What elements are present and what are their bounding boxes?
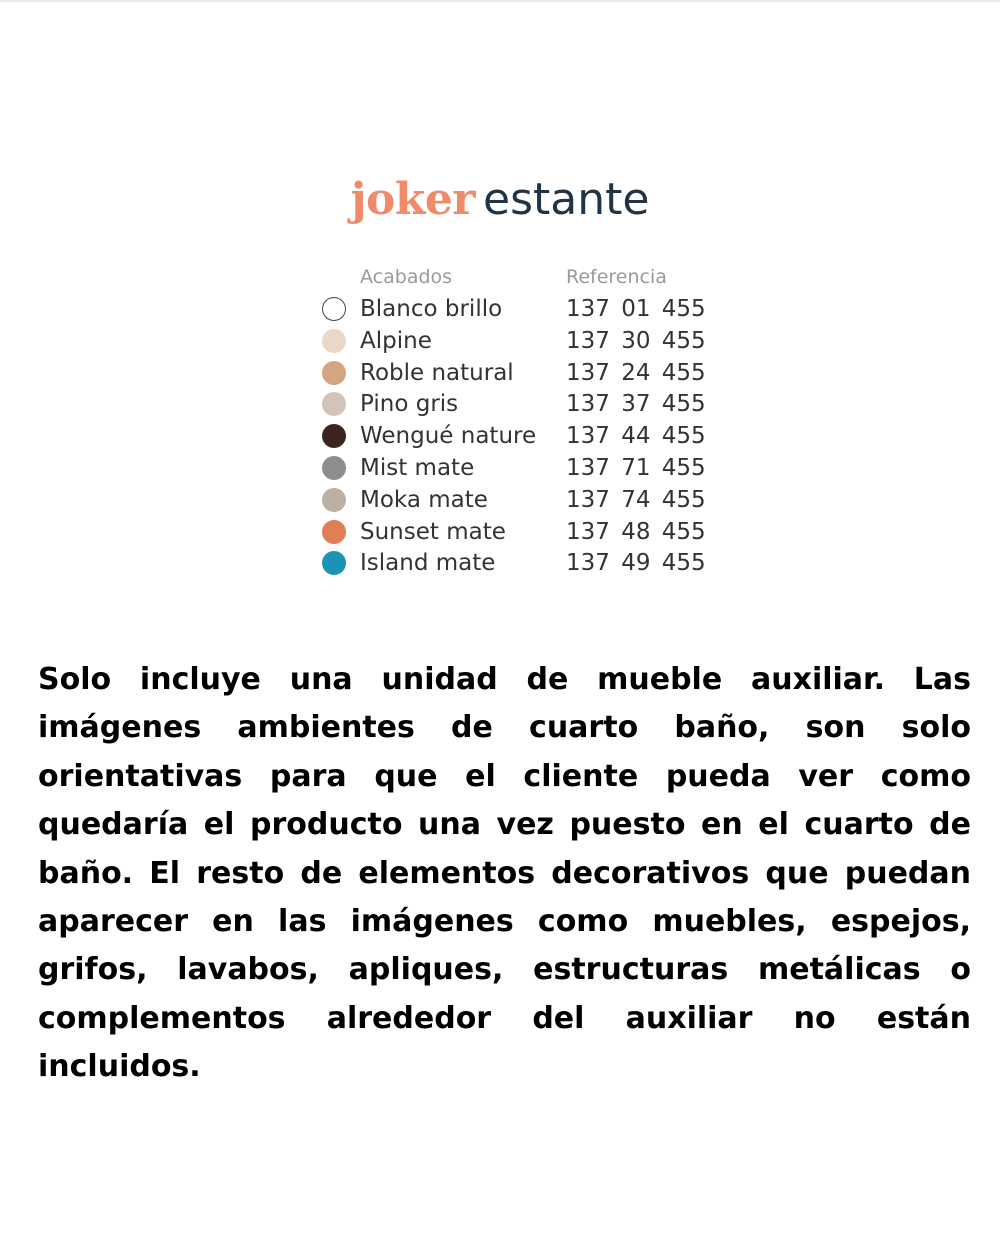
color-swatch xyxy=(322,297,346,321)
finish-reference: 137 37 455 xyxy=(566,391,706,418)
disclaimer-text: Solo incluye una unidad de mueble auxiliar. Las imágenes ambientes de cuarto baño, son solo orientativas para que el cliente pueda ver como quedaría el producto una vez puesto en el cuarto de baño. El resto de elementos decorativos que puedan aparecer en las imágenes como muebles, espejos, grifos, lavabos, apliques, estructuras metálicas o complementos alrededor del auxiliar no están incluidos. xyxy=(38,662,971,1085)
finish-row xyxy=(320,421,740,453)
finish-row xyxy=(320,294,740,326)
product-name: estante xyxy=(483,174,650,225)
color-swatch xyxy=(322,488,346,512)
finish-reference: 137 48 455 xyxy=(566,518,706,545)
finish-row xyxy=(320,548,740,580)
header-reference: Referencia xyxy=(566,266,667,288)
brand-name: joker xyxy=(350,174,475,225)
finish-name: Sunset mate xyxy=(360,518,506,545)
finish-reference: 137 24 455 xyxy=(566,359,706,386)
finish-name: Mist mate xyxy=(360,454,475,481)
header-finish: Acabados xyxy=(360,266,453,288)
top-border xyxy=(0,0,1000,2)
finish-reference: 137 01 455 xyxy=(566,296,706,322)
finish-name: Pino gris xyxy=(360,391,459,418)
table-header xyxy=(320,266,740,294)
color-swatch xyxy=(322,424,346,448)
finish-reference: 137 49 455 xyxy=(566,550,706,577)
color-swatch xyxy=(322,392,346,416)
finish-name: Blanco brillo xyxy=(360,296,503,322)
finish-row xyxy=(320,485,740,517)
color-swatch xyxy=(322,520,346,544)
finish-reference: 137 71 455 xyxy=(566,454,706,481)
color-swatch xyxy=(322,329,346,353)
finish-row xyxy=(320,517,740,549)
color-swatch xyxy=(322,551,346,575)
finish-row xyxy=(320,389,740,421)
finishes-table xyxy=(320,266,740,580)
finish-name: Wengué nature xyxy=(360,423,537,450)
finish-name: Roble natural xyxy=(360,359,514,386)
color-swatch xyxy=(322,456,346,480)
finish-name: Moka mate xyxy=(360,486,488,513)
finish-row xyxy=(320,358,740,390)
finish-reference: 137 44 455 xyxy=(566,423,706,450)
finish-rows xyxy=(320,294,740,580)
finish-name: Alpine xyxy=(360,327,432,354)
finish-row xyxy=(320,453,740,485)
product-title xyxy=(0,168,1000,232)
finish-reference: 137 74 455 xyxy=(566,486,706,513)
finish-row xyxy=(320,326,740,358)
color-swatch xyxy=(322,361,346,385)
finish-name: Island mate xyxy=(360,550,496,577)
finish-reference: 137 30 455 xyxy=(566,327,706,354)
